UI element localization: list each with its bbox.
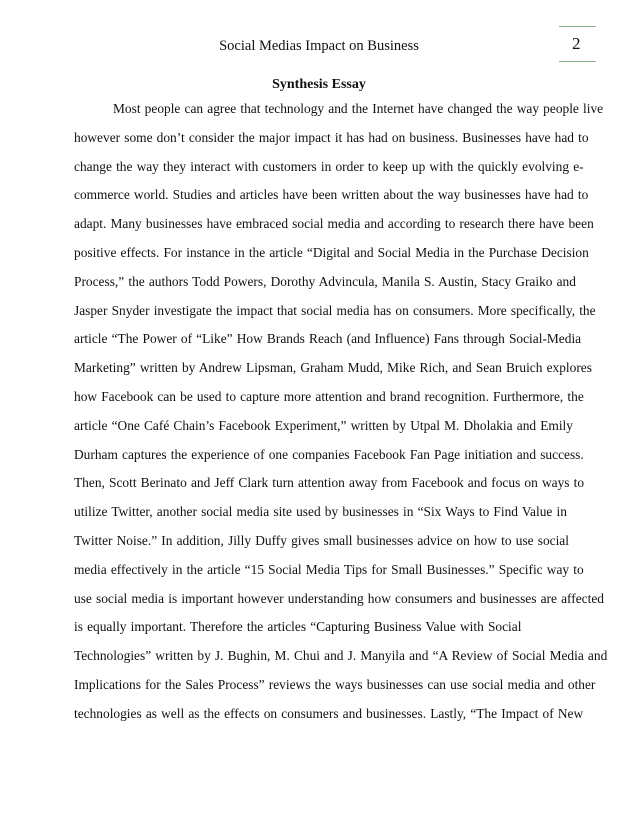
body-line: adapt. Many businesses have embraced social media and according to research there have been xyxy=(74,216,594,232)
body-line: Jasper Snyder investigate the impact that social media has on consumers. More specifically, the xyxy=(74,302,596,318)
body-line: utilize Twitter, another social media site used by businesses in “Six Ways to Find Value in xyxy=(74,504,567,520)
body-line: Then, Scott Berinato and Jeff Clark turn attention away from Facebook and focus on ways to xyxy=(74,475,585,491)
body-line: article “One Café Chain’s Facebook Experiment,” written by Utpal M. Dholakia and Emily xyxy=(74,417,573,433)
body-line: change the way they interact with customers in order to keep up with the quickly evolving e- xyxy=(74,158,584,174)
body-line: how Facebook can be used to capture more attention and brand recognition. Furthermore, the xyxy=(74,388,584,404)
body-line: however some don’t consider the major impact it has had on business. Businesses have had to xyxy=(74,129,589,145)
body-line: positive effects. For instance in the article “Digital and Social Media in the Purchase Decision xyxy=(74,244,589,260)
body-line: article “The Power of “Like” How Brands Reach (and Influence) Fans through Social-Media xyxy=(74,331,582,347)
body-line: commerce world. Studies and articles have been written about the way businesses have had to xyxy=(74,187,589,203)
body-line: Twitter Noise.” In addition, Jilly Duffy gives small businesses advice on how to use social xyxy=(74,532,569,548)
header-rule-top xyxy=(559,26,596,27)
body-line: Technologies” written by J. Bughin, M. Chui and J. Manyila and “A Review of Social Media and xyxy=(74,648,608,664)
body-line: Most people can agree that technology and the Internet have changed the way people live xyxy=(113,101,604,116)
body-line: Durham captures the experience of one companies Facebook Fan Page initiation and success. xyxy=(74,446,584,462)
running-header-title: Social Medias Impact on Business xyxy=(219,38,419,54)
body-line: is equally important. Therefore the articles “Capturing Business Value with Social xyxy=(74,619,522,635)
body-line: Implications for the Sales Process” reviews the ways businesses can use social media and other xyxy=(74,676,596,692)
body-line: media effectively in the article “15 Social Media Tips for Small Businesses.” Specific way to xyxy=(74,561,584,577)
header-rule-bottom xyxy=(559,61,596,62)
body-line: Marketing” written by Andrew Lipsman, Graham Mudd, Mike Rich, and Sean Bruich explores xyxy=(74,360,592,376)
body-line: technologies as well as the effects on consumers and businesses. Lastly, “The Impact of New xyxy=(74,705,584,721)
page-number: 2 xyxy=(572,34,581,53)
essay-body xyxy=(74,98,608,732)
body-line: Process,” the authors Todd Powers, Dorothy Advincula, Manila S. Austin, Stacy Graiko and xyxy=(74,273,576,289)
body-line: use social media is important however understanding how consumers and businesses are affected xyxy=(74,590,604,606)
essay-title: Synthesis Essay xyxy=(272,77,366,92)
